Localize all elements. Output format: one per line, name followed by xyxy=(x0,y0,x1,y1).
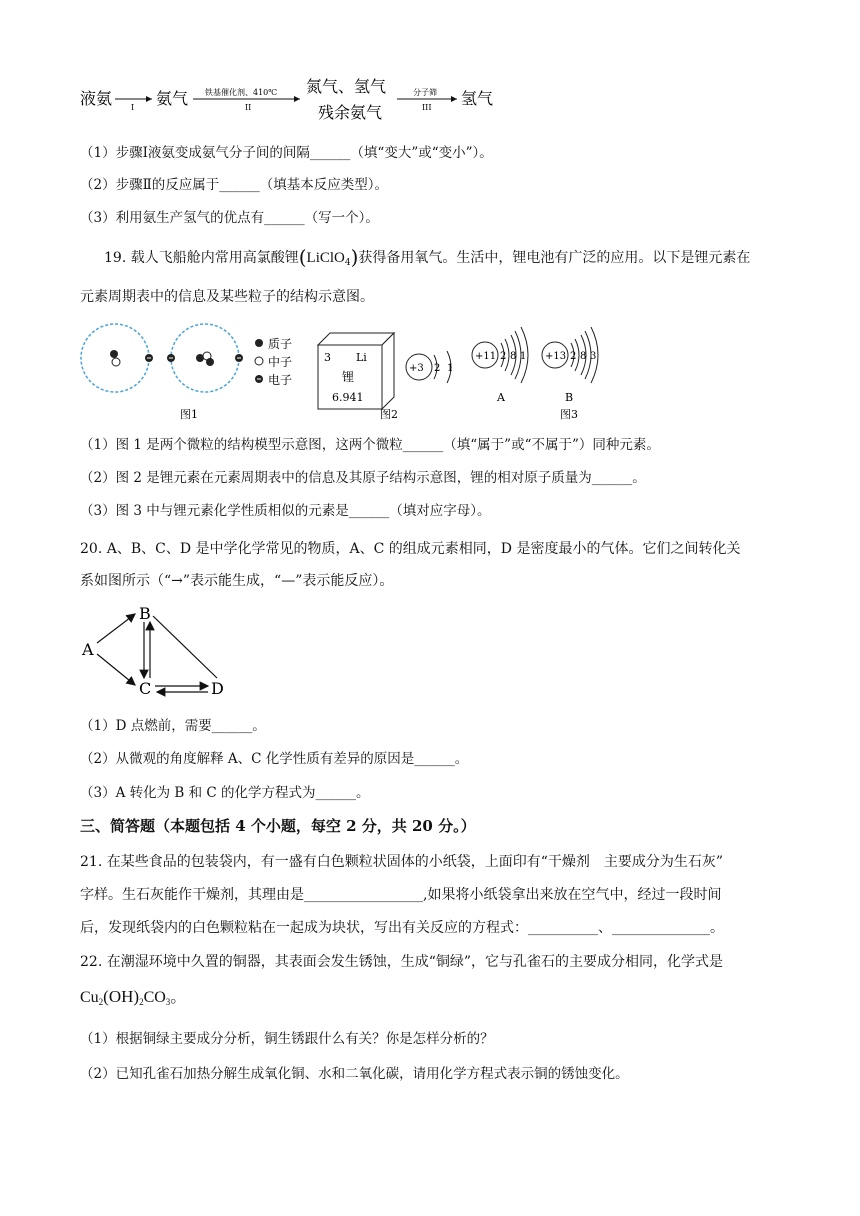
ammonia-flow-diagram xyxy=(0,0,860,130)
cell-mass: 6.941 xyxy=(332,391,364,404)
flow-ammonia: 氨气 xyxy=(156,89,189,108)
section3-title: 三、简答题（本题包括 4 个小题，每空 2 分，共 20 分。） xyxy=(80,817,476,835)
q22-part2: （2）已知孔雀石加热分解生成氧化铜、水和二氧化碳，请用化学方程式表示铜的锈蚀变化。 xyxy=(80,1066,629,1082)
flow-cond3: 分子筛 xyxy=(413,88,437,97)
atom-a-nucleus: +11 xyxy=(475,351,497,362)
formula-co-sub: 3 xyxy=(165,997,171,1007)
fig3-caption: 图3 xyxy=(560,408,578,421)
flow-step1: I xyxy=(131,103,135,112)
atom-a-shell-1: 2 xyxy=(500,351,507,362)
fig1-caption: 图1 xyxy=(180,408,198,421)
q20-part1: （1）D 点燃前，需要______。 xyxy=(80,718,266,734)
atom-b-shell-2: 8 xyxy=(580,351,587,362)
q20-stem-line2: 系如图所示（“→”表示能生成，“—”表示能反应）。 xyxy=(80,573,394,589)
q19-figures xyxy=(0,315,860,425)
q19-part2: （2）图 2 是锂元素在元素周期表中的信息及其原子结构示意图，锂的相对原子质量为______。 xyxy=(80,470,646,486)
q19-stem: 19. 载人飞船舱内常用高氯酸锂(LiClO$_4$)获得备用氧气。生活中，锂电池有广泛的应用。以下是锂元素在 xyxy=(104,245,751,269)
atom-b-shell-3: 3 xyxy=(590,351,597,362)
q22-part1: （1）根据铜绿主要成分分析，铜生锈跟什么有关？你是怎样分析的？ xyxy=(80,1031,494,1047)
atom-b-nucleus: +13 xyxy=(545,351,567,362)
q20-part3: （3）A 转化为 B 和 C 的化学方程式为______。 xyxy=(80,785,370,801)
formula-cu-sub: 2 xyxy=(98,997,104,1007)
q22-line1: 22. 在潮湿环境中久置的铜器，其表面会发生锈蚀，生成“铜绿”，它与孔雀石的主要成分相同，化学式是 xyxy=(80,954,724,970)
node-c: C xyxy=(139,679,152,698)
formula-cu: Cu xyxy=(80,989,99,1006)
node-d: D xyxy=(211,679,224,698)
flow-mix-line2: 残余氨气 xyxy=(318,103,383,122)
li-nucleus: +3 xyxy=(409,363,424,374)
q20-part2: （2）从微观的角度解释 A、C 化学性质有差异的原因是______。 xyxy=(80,751,469,767)
q19-stem-line2: 元素周期表中的信息及某些粒子的结构示意图。 xyxy=(80,289,374,305)
q19-stem-a: 19. 载人飞船舱内常用高氯酸锂 xyxy=(104,250,299,266)
formula-co: CO xyxy=(143,989,166,1006)
flow-step3: III xyxy=(422,103,432,112)
q19-formula: LiClO xyxy=(306,250,345,266)
li-shell-2: 1 xyxy=(447,363,454,374)
node-b: B xyxy=(139,604,151,623)
cell-symbol: Li xyxy=(356,351,367,364)
flow-liquid-ammonia: 液氨 xyxy=(80,89,113,108)
node-a: A xyxy=(82,640,94,659)
q19-stem-b: 获得备用氧气。生活中，锂电池有广泛的应用。以下是锂元素在 xyxy=(358,250,751,266)
q21-line3: 后，发现纸袋内的白色颗粒粘在一起成为块状，写出有关反应的方程式：__________、______________。 xyxy=(80,920,724,936)
q18-part3: （3）利用氨生产氢气的优点有______（写一个）。 xyxy=(80,210,379,226)
formula-end: 。 xyxy=(170,989,187,1006)
atom-a-label: A xyxy=(497,391,505,404)
cell-name: 锂 xyxy=(342,370,355,384)
legend-neutron: 中子 xyxy=(268,355,293,369)
flow-mix-line1: 氮气、氢气 xyxy=(306,77,387,96)
atom-b-shell-1: 2 xyxy=(570,351,577,362)
legend-proton: 质子 xyxy=(268,337,293,351)
q20-relation-diagram xyxy=(0,598,860,708)
formula-oh: (OH) xyxy=(103,987,140,1006)
flow-step2: II xyxy=(245,103,252,112)
flow-hydrogen: 氢气 xyxy=(461,89,494,108)
q22-formula xyxy=(80,988,186,1011)
flow-cond2: 铁基催化剂、410℃ xyxy=(205,88,278,97)
legend-electron: 电子 xyxy=(268,373,293,387)
li-shell-1: 2 xyxy=(434,363,441,374)
q21-line1: 21. 在某些食品的包装袋内，有一盛有白色颗粒状固体的小纸袋，上面印有“干燥剂 主要成分为生石灰” xyxy=(80,854,724,870)
atom-b-label: B xyxy=(565,391,574,404)
q20-stem-line1: 20. A、B、C、D 是中学化学常见的物质，A、C 的组成元素相同，D 是密度最小的气体。它们之间转化关 xyxy=(80,541,741,557)
fig2-caption: 图2 xyxy=(380,408,398,421)
atom-a-shell-3: 1 xyxy=(520,351,527,362)
formula-oh-sub: 2 xyxy=(139,997,144,1007)
neutron-dot xyxy=(112,358,120,366)
proton-dot xyxy=(110,350,118,358)
q18-part1: （1）步骤Ⅰ液氨变成氨气分子间的间隔______（填“变大”或“变小”）。 xyxy=(80,145,493,161)
q21-line2: 字样。生石灰能作干燥剂，其理由是_________________,如果将小纸袋拿出来放在空气中，经过一段时间 xyxy=(80,887,722,903)
q18-part2: （2）步骤Ⅱ的反应属于______（填基本反应类型）。 xyxy=(80,177,389,193)
atom-a-shell-2: 8 xyxy=(510,351,517,362)
q19-part1: （1）图 1 是两个微粒的结构模型示意图，这两个微粒______（填“属于”或“不属于”）同种元素。 xyxy=(80,437,660,453)
q19-formula-sub: 4 xyxy=(344,258,351,268)
cell-number: 3 xyxy=(324,351,331,364)
q19-part3: （3）图 3 中与锂元素化学性质相似的元素是______（填对应字母）。 xyxy=(80,503,491,519)
